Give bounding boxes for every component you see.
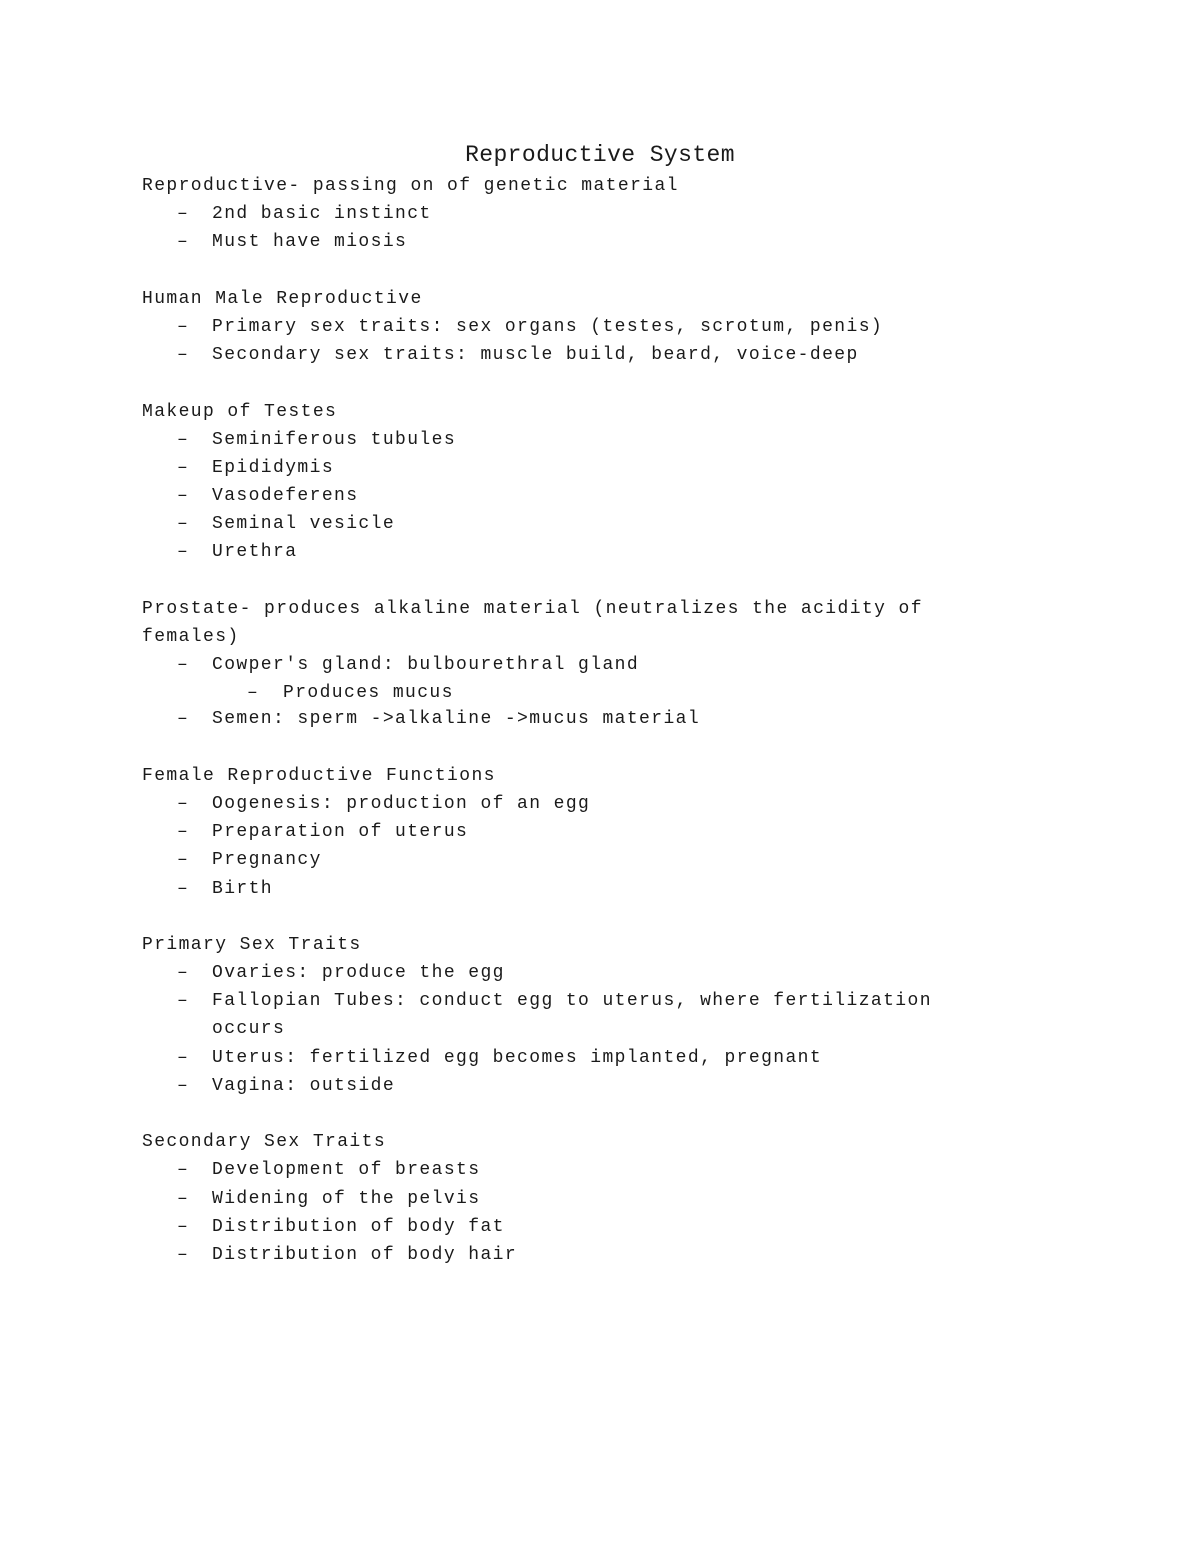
blank-line bbox=[142, 1100, 1022, 1128]
list-item bbox=[142, 846, 1022, 874]
section-heading: Prostate- produces alkaline material (neutralizes the acidity of bbox=[142, 598, 923, 619]
bullet-dash: – bbox=[177, 232, 190, 253]
blank-line bbox=[142, 567, 1022, 595]
list-item-text: Secondary sex traits: muscle build, beard, voice-deep bbox=[212, 345, 859, 366]
list-item bbox=[142, 454, 1022, 482]
list-item bbox=[142, 1156, 1022, 1184]
list-item-text: Birth bbox=[212, 878, 274, 899]
list-item-text: Ovaries: produce the egg bbox=[212, 963, 505, 984]
bullet-dash: – bbox=[177, 793, 190, 814]
list-item bbox=[142, 1185, 1022, 1213]
section-heading: Human Male Reproductive bbox=[142, 288, 423, 309]
list-item bbox=[142, 705, 1022, 733]
bullet-dash: – bbox=[177, 850, 190, 871]
list-item-text: Uterus: fertilized egg becomes implanted, pregnant bbox=[212, 1047, 823, 1068]
list-item bbox=[142, 1213, 1022, 1241]
list-item-text: Vagina: outside bbox=[212, 1075, 396, 1096]
bullet-dash: – bbox=[177, 963, 190, 984]
list-item-text: Vasodeferens bbox=[212, 486, 359, 507]
list-item-text: Cowper's gland: bulbourethral gland bbox=[212, 655, 640, 676]
bullet-dash: – bbox=[177, 316, 190, 337]
list-item bbox=[142, 313, 1022, 341]
list-item-text: Pregnancy bbox=[212, 850, 322, 871]
section-heading: Female Reproductive Functions bbox=[142, 765, 496, 786]
list-item-text: Primary sex traits: sex organs (testes, scrotum, penis) bbox=[212, 316, 884, 337]
section-heading: Makeup of Testes bbox=[142, 401, 338, 422]
list-item-continued bbox=[142, 1015, 1022, 1043]
bullet-dash: – bbox=[177, 1188, 190, 1209]
bullet-dash: – bbox=[177, 542, 190, 563]
bullet-dash: – bbox=[177, 878, 190, 899]
blank-line bbox=[142, 369, 1022, 397]
document-body bbox=[142, 172, 1022, 1269]
list-item-text: Oogenesis: production of an egg bbox=[212, 793, 591, 814]
bullet-dash: – bbox=[177, 486, 190, 507]
list-item bbox=[142, 1044, 1022, 1072]
bullet-dash: – bbox=[177, 1160, 190, 1181]
list-item-text: Semen: sperm ->alkaline ->mucus material bbox=[212, 709, 701, 730]
bullet-dash: – bbox=[177, 204, 190, 225]
blank-line bbox=[142, 903, 1022, 931]
list-item bbox=[142, 987, 1022, 1015]
sub-list-item bbox=[142, 679, 1022, 705]
list-item-text: Widening of the pelvis bbox=[212, 1188, 481, 1209]
list-item bbox=[142, 651, 1022, 679]
list-item bbox=[142, 959, 1022, 987]
bullet-dash: – bbox=[177, 822, 190, 843]
list-item bbox=[142, 341, 1022, 369]
sub-list-item-text: Produces mucus bbox=[283, 683, 454, 704]
list-item-text: Must have miosis bbox=[212, 232, 408, 253]
section-heading: Reproductive- passing on of genetic material bbox=[142, 176, 679, 196]
list-item-text: occurs bbox=[212, 1019, 286, 1040]
blank-line bbox=[142, 257, 1022, 285]
section-heading-continued: females) bbox=[142, 627, 240, 647]
bullet-dash: – bbox=[177, 1244, 190, 1265]
list-item-text: Development of breasts bbox=[212, 1160, 481, 1181]
bullet-dash: – bbox=[177, 1075, 190, 1096]
bullet-dash: – bbox=[247, 683, 260, 704]
bullet-dash: – bbox=[177, 1216, 190, 1237]
bullet-dash: – bbox=[177, 429, 190, 450]
section-heading: Primary Sex Traits bbox=[142, 934, 362, 955]
list-item bbox=[142, 790, 1022, 818]
list-item bbox=[142, 510, 1022, 538]
list-item bbox=[142, 818, 1022, 846]
list-item bbox=[142, 482, 1022, 510]
list-item-text: Epididymis bbox=[212, 457, 335, 478]
list-item-text: Seminal vesicle bbox=[212, 514, 396, 535]
list-item bbox=[142, 1072, 1022, 1100]
list-item bbox=[142, 538, 1022, 566]
bullet-dash: – bbox=[177, 655, 190, 676]
bullet-dash: – bbox=[177, 345, 190, 366]
list-item-text: Distribution of body fat bbox=[212, 1216, 505, 1237]
list-item bbox=[142, 228, 1022, 256]
list-item-text: Distribution of body hair bbox=[212, 1244, 518, 1265]
bullet-dash: – bbox=[177, 514, 190, 535]
list-item-text: Urethra bbox=[212, 542, 298, 563]
list-item-text: Preparation of uterus bbox=[212, 822, 469, 843]
bullet-dash: – bbox=[177, 991, 190, 1012]
list-item bbox=[142, 200, 1022, 228]
list-item-text: 2nd basic instinct bbox=[212, 204, 432, 225]
bullet-dash: – bbox=[177, 1047, 190, 1068]
list-item bbox=[142, 875, 1022, 903]
list-item-text: Fallopian Tubes: conduct egg to uterus, where fertilization bbox=[212, 991, 932, 1012]
bullet-dash: – bbox=[177, 709, 190, 730]
list-item bbox=[142, 426, 1022, 454]
list-item-text: Seminiferous tubules bbox=[212, 429, 457, 450]
list-item bbox=[142, 1241, 1022, 1269]
document-title: Reproductive System bbox=[465, 142, 735, 168]
bullet-dash: – bbox=[177, 457, 190, 478]
blank-line bbox=[142, 734, 1022, 762]
section-heading: Secondary Sex Traits bbox=[142, 1132, 387, 1153]
